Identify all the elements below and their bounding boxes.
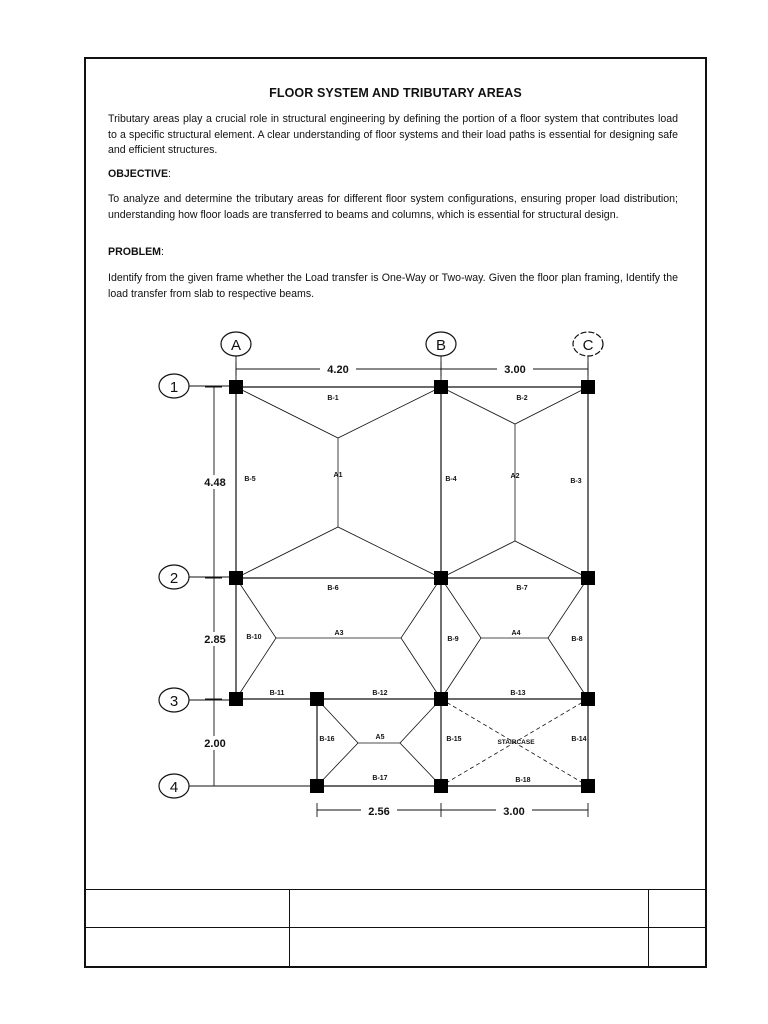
- column: [434, 779, 448, 793]
- dim-left-12: 4.48: [204, 477, 226, 489]
- page-title: FLOOR SYSTEM AND TRIBUTARY AREAS: [269, 86, 522, 100]
- title-block: [84, 889, 707, 968]
- tributary-lines: [236, 387, 588, 786]
- beam-label: B-1: [327, 395, 339, 402]
- beam-label: B-9: [447, 636, 459, 643]
- dim-left-23: 2.85: [204, 634, 226, 646]
- column: [581, 692, 595, 706]
- beam-label: B-16: [319, 736, 335, 743]
- beam-lines: [236, 387, 588, 786]
- objective-heading-text: OBJECTIVE: [108, 168, 169, 180]
- area-label: A3: [334, 630, 344, 637]
- problem-paragraph: Identify from the given frame whether the Load transfer is One-Way or Two-way. Given the floor plan framing, Identify the load transfer from slab to respective beams.: [108, 272, 678, 300]
- column: [581, 380, 595, 394]
- dim-bottom-right: 3.00: [503, 806, 525, 818]
- beam-label: B-5: [244, 476, 256, 483]
- area-label: A4: [511, 630, 521, 637]
- area-label: A5: [375, 734, 385, 741]
- column: [310, 779, 324, 793]
- column: [310, 692, 324, 706]
- beam-label: B-13: [510, 690, 526, 697]
- columns: [229, 380, 595, 793]
- dim-left-34: 2.00: [204, 738, 226, 750]
- area-label: A1: [333, 472, 343, 479]
- objective-colon: :: [168, 168, 171, 180]
- area-label: A2: [510, 473, 520, 480]
- beam-label: B-4: [445, 476, 457, 483]
- beam-label: B-8: [571, 636, 583, 643]
- dim-top-bc: 3.00: [504, 364, 526, 376]
- column: [434, 692, 448, 706]
- title-block-divider-1: [289, 889, 290, 968]
- beam-label: B-12: [372, 690, 388, 697]
- grid-label-4: 4: [169, 779, 179, 796]
- grid-label-1: 1: [169, 379, 179, 396]
- column: [581, 571, 595, 585]
- beam-label: B-17: [372, 775, 388, 782]
- title-block-mid-line: [84, 927, 707, 928]
- column: [581, 779, 595, 793]
- column: [229, 692, 243, 706]
- beam-label: B-14: [571, 736, 587, 743]
- beam-label: B-10: [246, 634, 262, 641]
- staircase-label: STAIRCASE: [497, 739, 535, 746]
- title-block-divider-2: [648, 889, 649, 968]
- grid-label-3: 3: [169, 693, 179, 710]
- beam-label: B-3: [570, 478, 582, 485]
- beam-label: B-11: [269, 690, 285, 697]
- grid-label-c: C: [582, 337, 594, 354]
- beam-label: B-7: [516, 585, 528, 592]
- dimension-lines: [189, 356, 588, 817]
- beam-label: B-2: [516, 395, 528, 402]
- objective-paragraph: To analyze and determine the tributary areas for different floor system configurations, ensuring proper load distribution; understanding how floor loads are transferred to beams and columns, which is essential for structural design.: [108, 193, 678, 221]
- grid-label-2: 2: [169, 570, 179, 587]
- dim-top-ab: 4.20: [327, 364, 349, 376]
- beam-label: B-15: [446, 736, 462, 743]
- column: [434, 380, 448, 394]
- column: [434, 571, 448, 585]
- title-block-top-line: [84, 889, 707, 890]
- intro-paragraph: Tributary areas play a crucial role in structural engineering by defining the portion of a floor system that contributes load to a specific structural element. A clear understanding of floor systems and their load paths is essential for designing safe and efficient structures.: [108, 113, 678, 156]
- beam-label: B-6: [327, 585, 339, 592]
- dim-bottom-left: 2.56: [368, 806, 390, 818]
- grid-label-b: B: [435, 337, 447, 354]
- beam-label: B-18: [515, 777, 531, 784]
- column: [229, 571, 243, 585]
- problem-heading-text: PROBLEM: [108, 246, 161, 258]
- grid-label-a: A: [230, 337, 242, 354]
- problem-colon: :: [160, 246, 164, 258]
- column: [229, 380, 243, 394]
